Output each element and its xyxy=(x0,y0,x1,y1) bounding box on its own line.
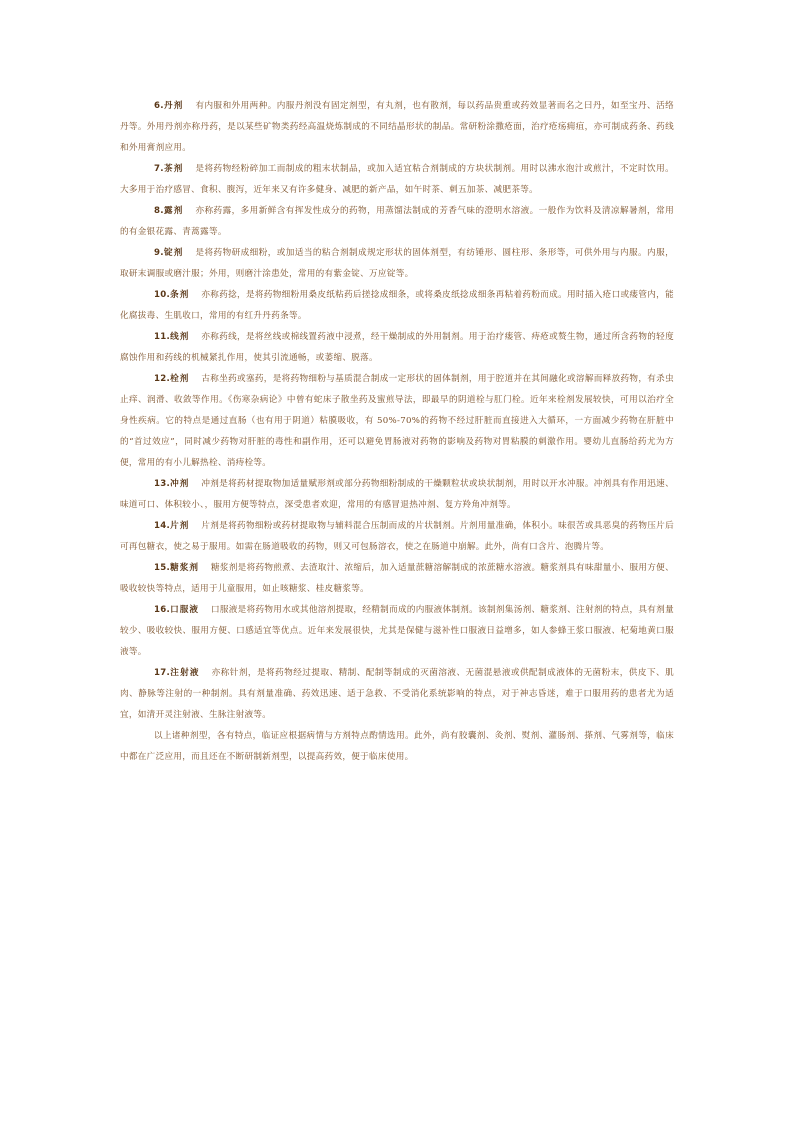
section-17 xyxy=(120,663,674,726)
section-text: 片剂是将药物细粉或药材提取物与辅料混合压制而成的片状制剂。片剂用量准确，体积小。味很苦或具恶臭的药物压片后可再包糖衣，使之易于服用。如需在肠道吸收的药物，则又可包肠溶衣，使之在肠道中崩解。此外，尚有口含片、泡腾片等。 xyxy=(120,521,674,552)
section-text: 糖浆剂是将药物煎煮、去渣取汁、浓缩后，加入适量蔗糖溶解制成的浓蔗糖水溶液。糖浆剂具有味甜量小、服用方便、吸收较快等特点，适用于儿童服用，如止咳糖浆、桂皮糖浆等。 xyxy=(120,563,674,594)
section-term: 茶剂 xyxy=(163,164,184,174)
section-10 xyxy=(120,285,674,327)
section-term: 锭剂 xyxy=(163,248,184,258)
section-term: 冲剂 xyxy=(170,479,190,489)
section-number: 17. xyxy=(154,668,171,678)
section-text: 古称坐药或塞药，是将药物细粉与基质混合制成一定形状的固体制剂，用于腔道并在其间融化或溶解而释放药物，有杀虫止痒、润滑、收敛等作用。《伤寒杂病论》中曾有蛇床子散坐药及蜜煎导法，即最早的阴道栓与肛门栓。近年来栓剂发展较快，可用以治疗全身性疾病。它的特点是通过直肠（也有用于阴道）粘膜吸收，有 50%-70%的药物不经过肝脏而直接进入大循环，一方面减少药物在肝脏中的“首过效应”，同时减少药物对肝脏的毒性和副作用，还可以避免胃肠液对药物的影响及药物对胃粘膜的刺激作用。婴幼儿直肠给药尤为方便，常用的有小儿解热栓、消痔栓等。 xyxy=(120,374,674,468)
section-number: 14. xyxy=(154,521,171,531)
section-term: 糖浆剂 xyxy=(170,563,199,573)
section-number: 8. xyxy=(154,206,164,216)
section-number: 11. xyxy=(154,332,171,342)
section-text: 口服液是将药物用水或其他溶剂提取，经精制而成的内服液体制剂。该制剂集汤剂、糖浆剂、注射剂的特点，具有剂量较少、吸收较快、服用方便、口感适宜等优点。近年来发展很快，尤其是保健与滋补性口服液日益增多，如人参蜂王浆口服液、杞菊地黄口服液等。 xyxy=(120,605,674,657)
section-term: 片剂 xyxy=(170,521,190,531)
section-number: 10. xyxy=(154,290,171,300)
section-text: 亦称针剂，是将药物经过提取、精制、配制等制成的灭菌溶液、无菌混悬液或供配制成液体的无菌粉末，供皮下、肌肉、静脉等注射的一种制剂。具有剂量准确、药效迅速、适于急救、不受消化系统影响的特点，对于神志昏迷，难于口服用药的患者尤为适宜，如清开灵注射液、生脉注射液等。 xyxy=(120,668,674,720)
section-text: 亦称药捻，是将药物细粉用桑皮纸粘药后搓捻成细条，或将桑皮纸捻成细条再粘着药粉而成。用时插入疮口或瘘管内，能化腐拔毒、生肌收口，常用的有红升丹药条等。 xyxy=(120,290,674,321)
section-number: 15. xyxy=(154,563,171,573)
section-16 xyxy=(120,600,674,663)
section-8 xyxy=(120,201,674,243)
section-number: 12. xyxy=(154,374,171,384)
section-term: 注射液 xyxy=(170,668,200,678)
section-text: 是将药物经粉碎加工而制成的粗末状制品，或加入适宜粘合剂制成的方块状制剂。用时以沸水泡汁或煎汁，不定时饮用。大多用于治疗感冒、食积、腹泻，近年来又有许多健身、减肥的新产品，如午时茶、刺五加茶、减肥茶等。 xyxy=(120,164,674,195)
section-text: 亦称药线，是将丝线或棉线置药液中浸煮，经干燥制成的外用制剂。用于治疗瘘管、痔疮或赘生物，通过所含药物的轻度腐蚀作用和药线的机械紧扎作用，使其引流通畅，或萎缩、脱落。 xyxy=(120,332,674,363)
section-term: 口服液 xyxy=(170,605,199,615)
section-12 xyxy=(120,369,674,474)
section-7 xyxy=(120,159,674,201)
section-term: 条剂 xyxy=(170,290,190,300)
section-text: 亦称药露，多用新鲜含有挥发性成分的药物，用蒸馏法制成的芳香气味的澄明水溶液。一般作为饮料及清凉解暑剂，常用的有金银花露、青蒿露等。 xyxy=(120,206,674,237)
section-text: 冲剂是将药材提取物加适量赋形剂或部分药物细粉制成的干燥颗粒状或块状制剂，用时以开水冲服。冲剂具有作用迅速、味道可口、体积较小、，服用方便等特点，深受患者欢迎，常用的有感冒退热冲剂、复方羚角冲剂等。 xyxy=(120,479,674,510)
section-number: 16. xyxy=(154,605,171,615)
section-text: 是将药物研成细粉，或加适当的粘合剂制成规定形状的固体剂型，有纺锤形、圆柱形、条形等，可供外用与内服。内服，取研末调服或磨汁服；外用，则磨汁涂患处，常用的有紫金锭、万应锭等。 xyxy=(120,248,674,279)
section-text: 有内服和外用两种。内服丹剂没有固定剂型，有丸剂，也有散剂，每以药品贵重或药效显著而名之曰丹，如至宝丹、活络丹等。外用丹剂亦称丹药，是以某些矿物类药经高温烧炼制成的不同结晶形状的制品。常研粉涂撒疮面，治疗疮疡痈疽，亦可制成药条、药线和外用膏剂应用。 xyxy=(120,101,674,153)
section-term: 线剂 xyxy=(170,332,190,342)
section-11 xyxy=(120,327,674,369)
section-6 xyxy=(120,96,674,159)
section-term: 丹剂 xyxy=(163,101,184,111)
section-number: 7. xyxy=(154,164,164,174)
section-13 xyxy=(120,474,674,516)
section-14 xyxy=(120,516,674,558)
closing-paragraph: 以上诸种剂型，各有特点，临证应根据病情与方剂特点酌情选用。此外，尚有胶囊剂、灸剂、熨剂、灌肠剂、搽剂、气雾剂等，临床中都在广泛应用，而且还在不断研制新剂型，以提高药效，便于临床使用。 xyxy=(120,731,674,762)
section-number: 9. xyxy=(154,248,164,258)
section-number: 6. xyxy=(154,101,164,111)
section-9 xyxy=(120,243,674,285)
document-page xyxy=(120,96,674,768)
section-15 xyxy=(120,558,674,600)
section-term: 栓剂 xyxy=(170,374,190,384)
section-term: 露剂 xyxy=(163,206,184,216)
section-number: 13. xyxy=(154,479,171,489)
